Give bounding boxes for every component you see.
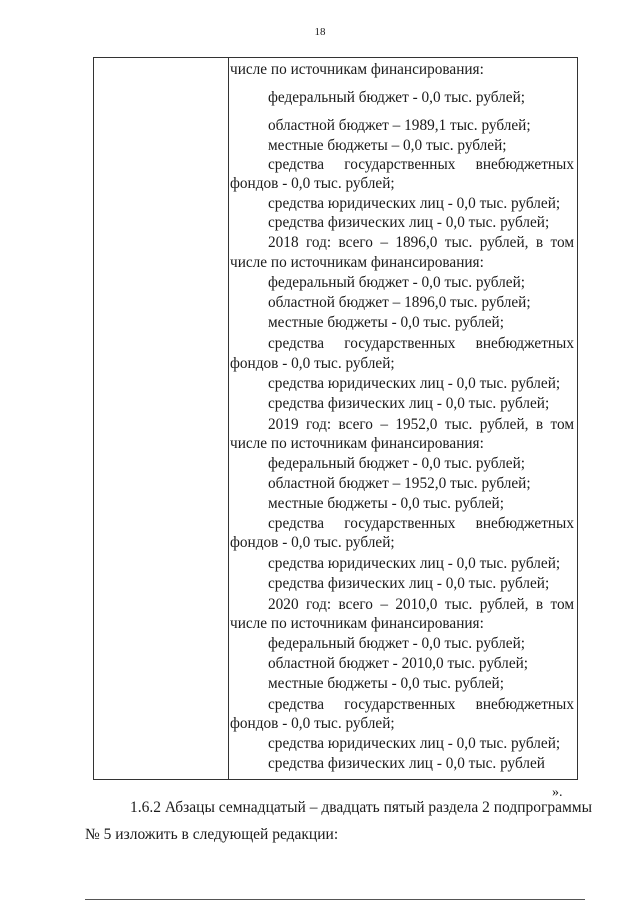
table-line: областной бюджет – 1989,1 тыс. рублей; (268, 117, 531, 134)
table-line: федеральный бюджет - 0,0 тыс. рублей; (268, 455, 526, 472)
table-line: числе по источникам финансирования: (230, 435, 484, 452)
paragraph-line-1: 1.6.2 Абзацы семнадцатый – двадцать пятый раздела 2 подпрограммы (130, 799, 593, 816)
table-line: местные бюджеты – 0,0 тыс. рублей; (268, 137, 507, 154)
table-line: средства государственных внебюджетных (268, 696, 574, 713)
table-line: средства юридических лиц - 0,0 тыс. рублей; (268, 375, 561, 392)
table-line: 2018 год: всего – 1896,0 тыс. рублей, в том (268, 234, 574, 251)
table-line: 2020 год: всего – 2010,0 тыс. рублей, в том (268, 596, 574, 613)
table-line: областной бюджет – 1952,0 тыс. рублей; (268, 475, 531, 492)
table-line: средства юридических лиц - 0,0 тыс. рублей; (268, 195, 561, 212)
table-line: федеральный бюджет - 0,0 тыс. рублей; (268, 89, 526, 106)
table-line: средства государственных внебюджетных (268, 335, 574, 352)
table-column-divider (228, 58, 229, 779)
paragraph-line-2: № 5 изложить в следующей редакции: (85, 826, 339, 843)
table-line: фондов - 0,0 тыс. рублей; (230, 175, 395, 192)
table-line: средства физических лиц - 0,0 тыс. рублей; (268, 214, 550, 231)
table-line: числе по источникам финансирования: (230, 615, 484, 632)
table-line: средства юридических лиц - 0,0 тыс. рублей; (268, 735, 561, 752)
table-line: средства физических лиц - 0,0 тыс. рублей; (268, 575, 550, 592)
table-line: фондов - 0,0 тыс. рублей; (230, 715, 395, 732)
table-line: федеральный бюджет - 0,0 тыс. рублей; (268, 274, 526, 291)
table-line: местные бюджеты - 0,0 тыс. рублей; (268, 495, 504, 512)
table-line: средства юридических лиц - 0,0 тыс. рублей; (268, 555, 561, 572)
table-line: средства государственных внебюджетных (268, 156, 574, 173)
table-line: 2019 год: всего – 1952,0 тыс. рублей, в том (268, 416, 574, 433)
table-line: местные бюджеты - 0,0 тыс. рублей; (268, 675, 504, 692)
table-line: числе по источникам финансирования: (230, 61, 484, 78)
table-line: фондов - 0,0 тыс. рублей; (230, 355, 395, 372)
table-line: фондов - 0,0 тыс. рублей; (230, 534, 395, 551)
table-line: областной бюджет - 2010,0 тыс. рублей; (268, 655, 529, 672)
closing-quote: ». (552, 785, 563, 800)
page-number: 18 (314, 26, 326, 38)
table-line: средства физических лиц - 0,0 тыс. рублей (268, 755, 545, 772)
table-line: числе по источникам финансирования: (230, 254, 484, 271)
table-line: федеральный бюджет - 0,0 тыс. рублей; (268, 635, 526, 652)
table-line: местные бюджеты - 0,0 тыс. рублей; (268, 314, 504, 331)
table-line: областной бюджет – 1896,0 тыс. рублей; (268, 294, 531, 311)
table-line: средства физических лиц - 0,0 тыс. рублей; (268, 395, 550, 412)
bottom-rule (85, 899, 585, 900)
table-line: средства государственных внебюджетных (268, 515, 574, 532)
